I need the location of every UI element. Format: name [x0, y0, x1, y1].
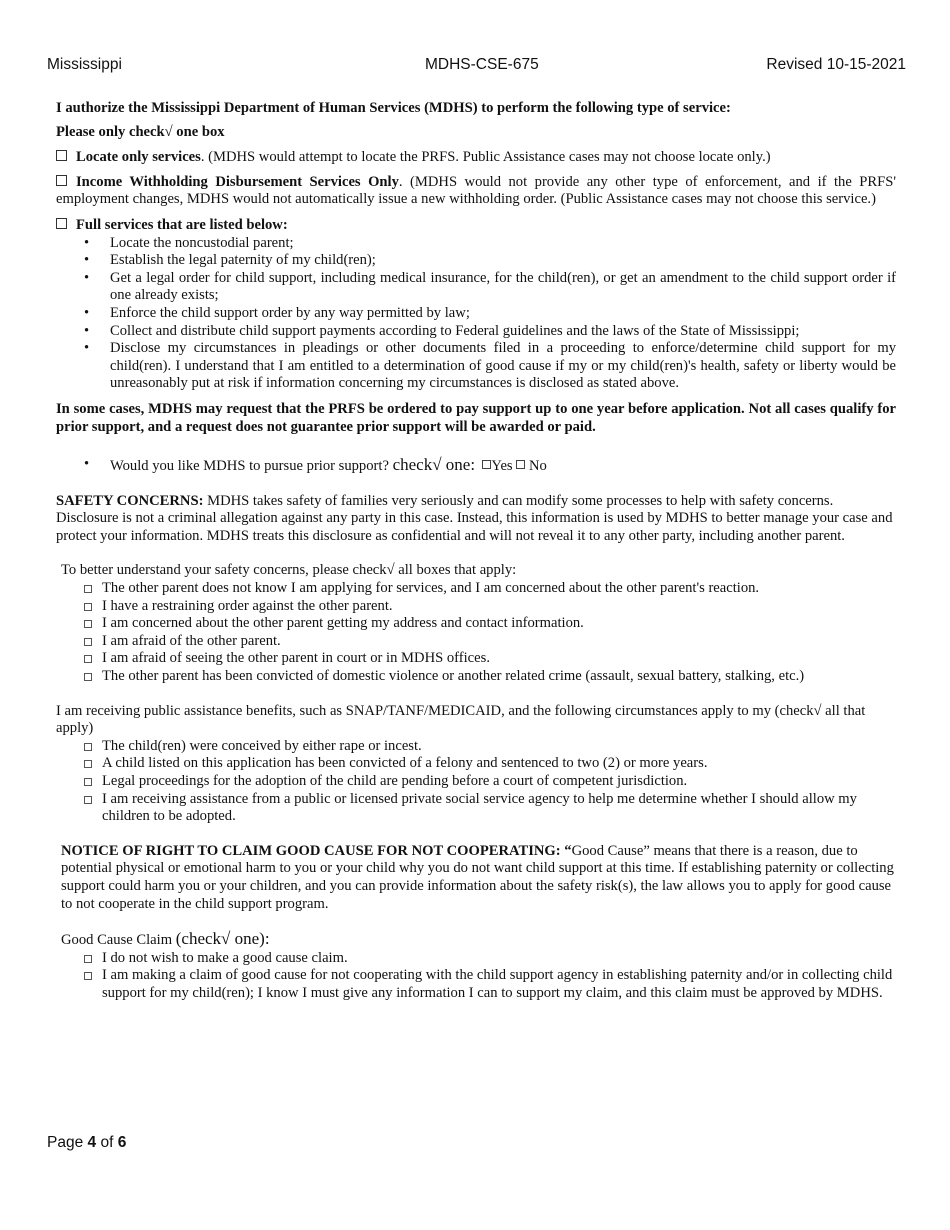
prior-support-question-text: Would you like MDHS to pursue prior support?	[110, 458, 389, 475]
prior-support-check-one: check√ one:	[392, 455, 476, 475]
list-item-text: The child(ren) were conceived by either rape or incest.	[102, 737, 422, 754]
safety-checkbox[interactable]	[84, 673, 92, 681]
full-services-checkbox[interactable]	[56, 218, 67, 229]
public-assistance-checkbox[interactable]	[84, 760, 92, 768]
list-item: • Collect and distribute child support payments according to Federal guidelines and the laws of the State of Mississippi;	[56, 323, 896, 341]
locate-only-description: . (MDHS would attempt to locate the PRFS. Public Assistance cases may not choose locate only.)	[200, 149, 771, 166]
income-withholding-description: . (MDHS would not provide any other type of enforcement, and if the PRFS' employment changes, MDHS would not automatically issue a new withholding order. (Public Assistance cases may not choose this service.)	[56, 173, 896, 208]
prior-support-question	[56, 456, 896, 476]
page-total: 6	[117, 1134, 127, 1151]
safety-checklist-intro: To better understand your safety concerns, please check√ all boxes that apply:	[61, 562, 517, 579]
income-withholding-label: Income Withholding Disbursement Services Only	[76, 173, 399, 190]
list-item-text: I do not wish to make a good cause claim.	[102, 949, 348, 966]
list-item	[56, 755, 896, 773]
full-services-label: Full services that are listed below:	[76, 216, 288, 233]
page-footer	[47, 1134, 126, 1152]
page-number: 4	[87, 1134, 97, 1151]
of-word: of	[100, 1134, 114, 1151]
safety-concerns-text: MDHS takes safety of families very seriously and can modify some processes to help with safety concerns. Disclosure is not a criminal allegation against any party in this case. Instead, this information is used by MDHS to better manage your case and protect your information. MDHS treats this disclosure as confidential and will not reveal it to any other party, including another parent.	[56, 492, 893, 544]
option-locate-only	[56, 149, 896, 167]
list-item: • Get a legal order for child support, including medical insurance, for the child(ren), or get an amendment to the child support order if one already exists;	[56, 270, 896, 305]
public-assistance-checkbox[interactable]	[84, 796, 92, 804]
list-item-text: I am receiving assistance from a public or licensed private social service agency to help me determine whether I should allow my children to be adopted.	[102, 790, 857, 825]
form-content	[56, 100, 896, 1003]
list-item	[56, 950, 896, 968]
page-word: Page	[47, 1134, 84, 1151]
safety-checklist	[56, 580, 896, 686]
locate-only-checkbox[interactable]	[56, 150, 67, 161]
header-revised-date: Revised 10-15-2021	[766, 56, 906, 73]
good-cause-claim-label	[56, 930, 896, 950]
list-item-text: I am making a claim of good cause for not cooperating with the child support agency in establishing paternity and/or in collecting child support for my child(ren); I know I must give any information I can to support my claim, and this claim must be approved by MDHS.	[102, 967, 893, 1001]
public-assistance-checklist	[56, 738, 896, 826]
list-item	[56, 668, 896, 686]
list-item	[56, 967, 896, 1002]
public-assistance-intro: I am receiving public assistance benefits, such as SNAP/TANF/MEDICAID, and the following circumstances apply to my (check√ all that apply)	[56, 702, 866, 737]
list-item: • Disclose my circumstances in pleadings or other documents filed in a proceeding to enforce/determine child support for my child(ren). I understand that I am entitled to a determination of good cause if my or my child(ren)'s health, safety or liberty would be unreasonably put at risk if information concerning my circumstances is disclosed as stated above.	[56, 340, 896, 393]
check-one-instruction: Please only check√ one box	[56, 123, 225, 140]
list-item: • Enforce the child support order by any way permitted by law;	[56, 305, 896, 323]
income-withholding-checkbox[interactable]	[56, 175, 67, 186]
prior-support-no-checkbox[interactable]	[516, 460, 525, 469]
prior-support-no-label: No	[528, 458, 547, 475]
list-item	[56, 738, 896, 756]
good-cause-heading: NOTICE OF RIGHT TO CLAIM GOOD CAUSE FOR NOT COOPERATING: “	[61, 842, 572, 859]
safety-concerns-heading: SAFETY CONCERNS:	[56, 492, 204, 509]
good-cause-notice	[56, 843, 896, 913]
good-cause-claim-title: Good Cause Claim	[61, 932, 173, 949]
list-item	[56, 791, 896, 826]
list-item: • Establish the legal paternity of my child(ren);	[56, 252, 896, 270]
good-cause-check-one: (check√ one):	[175, 929, 270, 949]
full-services-list	[56, 235, 896, 393]
list-item-text: The other parent has been convicted of domestic violence or another related crime (assault, sexual battery, stalking, etc.)	[102, 668, 805, 685]
list-item	[56, 598, 896, 616]
option-full-services	[56, 217, 896, 235]
good-cause-checkbox[interactable]	[84, 955, 92, 963]
authorization-heading: I authorize the Mississippi Department of Human Services (MDHS) to perform the following type of service:	[56, 100, 731, 116]
list-item-text: Legal proceedings for the adoption of the child are pending before a court of competent jurisdiction.	[102, 773, 688, 789]
list-item-text: The other parent does not know I am applying for services, and I am concerned about the other parent's reaction.	[102, 580, 760, 597]
safety-checkbox[interactable]	[84, 638, 92, 646]
safety-checkbox[interactable]	[84, 620, 92, 628]
page-header	[47, 56, 906, 80]
list-item-text: I am afraid of the other parent.	[102, 632, 281, 649]
list-item	[56, 650, 896, 668]
safety-concerns-paragraph	[56, 493, 896, 546]
list-item	[56, 615, 896, 633]
good-cause-checklist	[56, 950, 896, 1003]
prior-support-yes-label: Yes	[491, 458, 513, 475]
option-income-withholding	[56, 174, 896, 209]
list-item-text: I am concerned about the other parent getting my address and contact information.	[102, 615, 584, 632]
list-item-text: I have a restraining order against the other parent.	[102, 597, 393, 614]
list-item	[56, 773, 896, 791]
good-cause-checkbox[interactable]	[84, 972, 92, 980]
public-assistance-checkbox[interactable]	[84, 778, 92, 786]
public-assistance-checkbox[interactable]	[84, 743, 92, 751]
list-item-text: A child listed on this application has been convicted of a felony and sentenced to two (2) or more years.	[102, 755, 708, 772]
list-item: • Locate the noncustodial parent;	[56, 235, 896, 253]
safety-checkbox[interactable]	[84, 603, 92, 611]
prior-support-question-list	[56, 456, 896, 476]
safety-checkbox[interactable]	[84, 585, 92, 593]
safety-checkbox[interactable]	[84, 655, 92, 663]
good-cause-text: Good Cause” means that there is a reason, due to potential physical or emotional harm to you or your child why you do not want child support at this time. If establishing paternity or collecting support could harm you or your children, and you can provide information about the safety risk(s), the law allows you to apply for good cause to not cooperate in the child support program.	[61, 842, 894, 912]
list-item	[56, 580, 896, 598]
list-item-text: I am afraid of seeing the other parent in court or in MDHS offices.	[102, 650, 490, 667]
list-item	[56, 633, 896, 651]
header-form-id: MDHS-CSE-675	[425, 56, 539, 73]
locate-only-label: Locate only services	[76, 149, 201, 166]
prior-support-notice: In some cases, MDHS may request that the PRFS be ordered to pay support up to one year before application. Not all cases qualify for prior support, and a request does not guarantee prior support will be awarded or paid.	[56, 400, 896, 435]
header-state: Mississippi	[47, 56, 122, 73]
